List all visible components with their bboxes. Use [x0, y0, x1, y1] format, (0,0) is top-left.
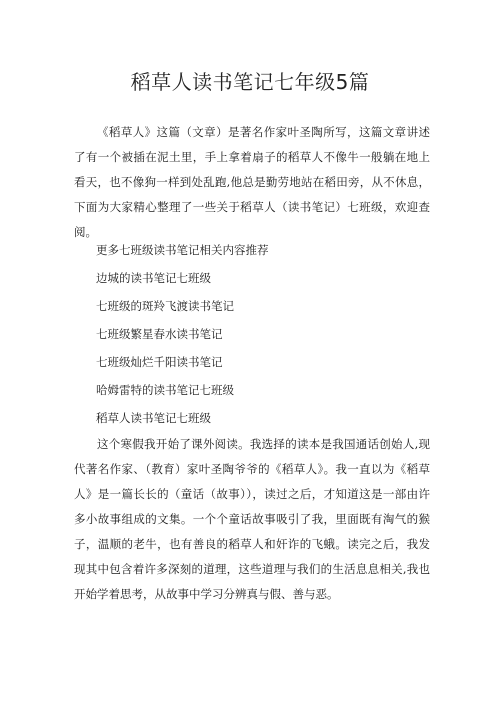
related-link[interactable]: 七班级繁星春水读书笔记 — [96, 327, 223, 341]
related-heading: 更多七班级读书笔记相关内容推荐 — [96, 243, 269, 257]
related-links-list — [96, 243, 426, 439]
related-link[interactable]: 边城的读书笔记七班级 — [96, 271, 211, 285]
related-link[interactable]: 七班级灿烂千阳读书笔记 — [96, 355, 223, 369]
related-link[interactable]: 哈姆雷特的读书笔记七班级 — [96, 383, 234, 397]
page-title: 稻草人读书笔记七年级5篇 — [130, 70, 370, 94]
body-paragraph: 这个寒假我开始了课外阅读。我选择的读本是我国通话创始人,现代著名作家、（教育）家叶圣陶爷爷的《稻草人》。我一直以为《稻草人》是一篇长长的（童话（故事）），读过之后，才知道这是一部由许多小故事组成的文集。一个个童话故事吸引了我，里面既有淘气的猴子，温顺的老牛，也有善良的稻草人和奸诈的飞蛾。读完之后，我发现其中包含着许多深刻的道理，这些道理与我们的生活息息相关,我也开始学着思考，从故事中学习分辨真与假、善与恶。 — [74, 437, 430, 601]
related-link[interactable]: 七班级的斑羚飞渡读书笔记 — [96, 299, 234, 313]
related-link[interactable]: 稻草人读书笔记七班级 — [96, 411, 211, 425]
intro-paragraph: 《稻草人》这篇（文章）是著名作家叶圣陶所写，这篇文章讲述了有一个被插在泥土里，手上拿着扇子的稻草人不像牛一般躺在地上看天，也不像狗一样到处乱跑,他总是勤劳地站在稻田旁，从不休息，下面为大家精心整理了一些关于稻草人（读书笔记）七班级，欢迎查阅。 — [74, 125, 430, 239]
